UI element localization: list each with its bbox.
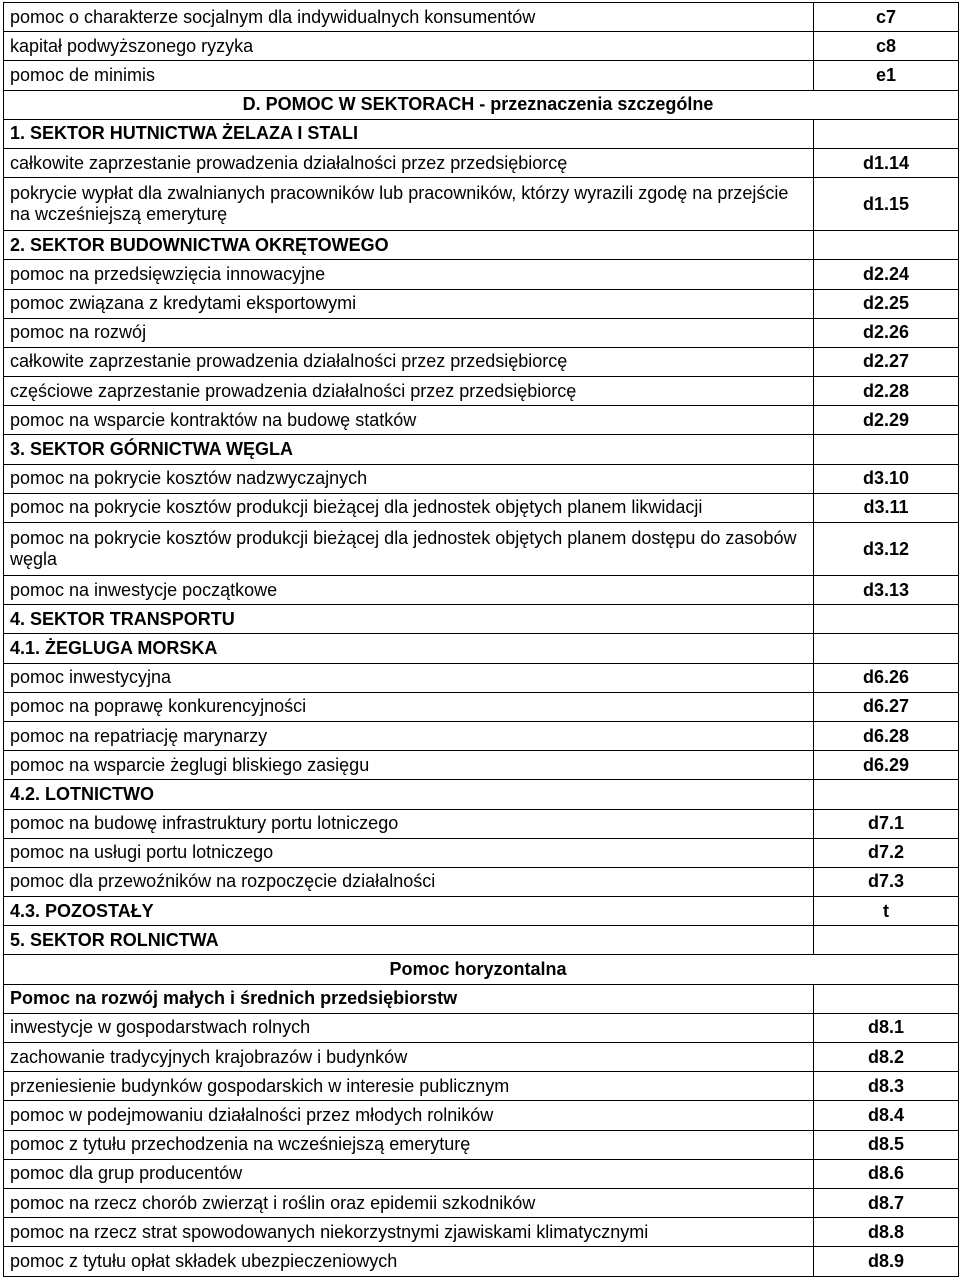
aid-description: pomoc na pokrycie kosztów produkcji bieżącej dla jednostek objętych planem dostępu do zasobów węgla — [4, 523, 814, 576]
aid-description: zachowanie tradycyjnych krajobrazów i budynków — [4, 1043, 814, 1072]
aid-item-row — [4, 1101, 959, 1130]
aid-description: pomoc na przedsięwzięcia innowacyjne — [4, 260, 814, 289]
aid-item-row — [4, 406, 959, 435]
aid-code: e1 — [814, 61, 959, 90]
section-heading-row — [4, 634, 959, 663]
section-label: 2. SEKTOR BUDOWNICTWA OKRĘTOWEGO — [4, 231, 814, 260]
aid-code: t — [814, 897, 959, 926]
section-heading-row — [4, 984, 959, 1013]
aid-description: pomoc na pokrycie kosztów produkcji bieżącej dla jednostek objętych planem likwidacji — [4, 493, 814, 522]
aid-item-row — [4, 260, 959, 289]
aid-codes-table-body — [4, 3, 959, 1277]
section-label: 4.1. ŻEGLUGA MORSKA — [4, 634, 814, 663]
section-heading-row — [4, 897, 959, 926]
section-label: 5. SEKTOR ROLNICTWA — [4, 926, 814, 955]
aid-description: pomoc o charakterze socjalnym dla indywidualnych konsumentów — [4, 3, 814, 32]
aid-code: d2.26 — [814, 318, 959, 347]
section-label: 3. SEKTOR GÓRNICTWA WĘGLA — [4, 435, 814, 464]
aid-code: d6.26 — [814, 663, 959, 692]
aid-description: pomoc na inwestycje początkowe — [4, 576, 814, 605]
aid-code: d7.1 — [814, 809, 959, 838]
aid-description: pokrycie wypłat dla zwalnianych pracowników lub pracowników, którzy wyrazili zgodę na przejście na wcześniejszą emeryturę — [4, 178, 814, 231]
aid-item-row — [4, 178, 959, 231]
aid-description: pomoc dla przewoźników na rozpoczęcie działalności — [4, 867, 814, 896]
section-label: 4.2. LOTNICTWO — [4, 780, 814, 809]
aid-item-row — [4, 1130, 959, 1159]
aid-code: d2.29 — [814, 406, 959, 435]
aid-code: d8.6 — [814, 1159, 959, 1188]
aid-item-row — [4, 1013, 959, 1042]
aid-description: pomoc na repatriację marynarzy — [4, 721, 814, 750]
aid-item-row — [4, 523, 959, 576]
aid-code: d2.25 — [814, 289, 959, 318]
aid-item-row — [4, 1188, 959, 1217]
aid-code: d8.1 — [814, 1013, 959, 1042]
heading-label: Pomoc horyzontalna — [4, 955, 959, 984]
aid-code: d8.7 — [814, 1188, 959, 1217]
aid-item-row — [4, 809, 959, 838]
aid-item-row — [4, 61, 959, 90]
aid-item-row — [4, 3, 959, 32]
aid-item-row — [4, 464, 959, 493]
section-heading-centered — [4, 90, 959, 119]
section-heading-row — [4, 605, 959, 634]
aid-code — [814, 926, 959, 955]
aid-code: d2.24 — [814, 260, 959, 289]
aid-code: d1.15 — [814, 178, 959, 231]
aid-item-row — [4, 148, 959, 177]
aid-description: pomoc na rzecz strat spowodowanych niekorzystnymi zjawiskami klimatycznymi — [4, 1218, 814, 1247]
aid-item-row — [4, 1043, 959, 1072]
aid-code: d6.29 — [814, 751, 959, 780]
aid-code: d2.28 — [814, 377, 959, 406]
section-label: 1. SEKTOR HUTNICTWA ŻELAZA I STALI — [4, 119, 814, 148]
aid-description: pomoc na pokrycie kosztów nadzwyczajnych — [4, 464, 814, 493]
aid-code: d3.12 — [814, 523, 959, 576]
aid-item-row — [4, 493, 959, 522]
aid-code: d3.13 — [814, 576, 959, 605]
aid-description: pomoc na wsparcie żeglugi bliskiego zasięgu — [4, 751, 814, 780]
section-heading-row — [4, 119, 959, 148]
aid-description: częściowe zaprzestanie prowadzenia działalności przez przedsiębiorcę — [4, 377, 814, 406]
aid-description: kapitał podwyższonego ryzyka — [4, 32, 814, 61]
aid-description: pomoc de minimis — [4, 61, 814, 90]
section-label: Pomoc na rozwój małych i średnich przedsiębiorstw — [4, 984, 814, 1013]
aid-code: d8.3 — [814, 1072, 959, 1101]
aid-code: c8 — [814, 32, 959, 61]
aid-code — [814, 119, 959, 148]
aid-description: pomoc na rzecz chorób zwierząt i roślin oraz epidemii szkodników — [4, 1188, 814, 1217]
aid-code: c7 — [814, 3, 959, 32]
aid-item-row — [4, 377, 959, 406]
section-label: 4.3. POZOSTAŁY — [4, 897, 814, 926]
aid-code: d8.9 — [814, 1247, 959, 1276]
aid-code: d6.28 — [814, 721, 959, 750]
aid-code — [814, 231, 959, 260]
section-heading-centered — [4, 955, 959, 984]
section-heading-row — [4, 780, 959, 809]
aid-description: całkowite zaprzestanie prowadzenia działalności przez przedsiębiorcę — [4, 347, 814, 376]
aid-item-row — [4, 1072, 959, 1101]
aid-description: przeniesienie budynków gospodarskich w interesie publicznym — [4, 1072, 814, 1101]
aid-description: pomoc w podejmowaniu działalności przez młodych rolników — [4, 1101, 814, 1130]
aid-item-row — [4, 1218, 959, 1247]
aid-item-row — [4, 347, 959, 376]
aid-code — [814, 984, 959, 1013]
aid-code: d3.11 — [814, 493, 959, 522]
section-heading-row — [4, 231, 959, 260]
aid-code: d7.3 — [814, 867, 959, 896]
aid-item-row — [4, 867, 959, 896]
aid-item-row — [4, 32, 959, 61]
aid-item-row — [4, 692, 959, 721]
aid-description: inwestycje w gospodarstwach rolnych — [4, 1013, 814, 1042]
aid-item-row — [4, 721, 959, 750]
aid-description: pomoc na rozwój — [4, 318, 814, 347]
aid-description: całkowite zaprzestanie prowadzenia działalności przez przedsiębiorcę — [4, 148, 814, 177]
aid-item-row — [4, 838, 959, 867]
aid-description: pomoc na poprawę konkurencyjności — [4, 692, 814, 721]
aid-item-row — [4, 576, 959, 605]
section-heading-row — [4, 435, 959, 464]
aid-code: d7.2 — [814, 838, 959, 867]
aid-description: pomoc z tytułu przechodzenia na wcześniejszą emeryturę — [4, 1130, 814, 1159]
aid-description: pomoc inwestycyjna — [4, 663, 814, 692]
aid-code: d8.4 — [814, 1101, 959, 1130]
aid-description: pomoc z tytułu opłat składek ubezpieczeniowych — [4, 1247, 814, 1276]
aid-code: d8.2 — [814, 1043, 959, 1072]
aid-item-row — [4, 663, 959, 692]
aid-description: pomoc na budowę infrastruktury portu lotniczego — [4, 809, 814, 838]
aid-code — [814, 634, 959, 663]
aid-description: pomoc na wsparcie kontraktów na budowę statków — [4, 406, 814, 435]
aid-codes-table — [3, 2, 959, 1277]
aid-description: pomoc na usługi portu lotniczego — [4, 838, 814, 867]
aid-item-row — [4, 1247, 959, 1276]
aid-code: d2.27 — [814, 347, 959, 376]
aid-code: d1.14 — [814, 148, 959, 177]
aid-code: d8.5 — [814, 1130, 959, 1159]
section-heading-row — [4, 926, 959, 955]
aid-description: pomoc dla grup producentów — [4, 1159, 814, 1188]
aid-item-row — [4, 751, 959, 780]
aid-code — [814, 605, 959, 634]
heading-label: D. POMOC W SEKTORACH - przeznaczenia szczególne — [4, 90, 959, 119]
aid-item-row — [4, 318, 959, 347]
section-label: 4. SEKTOR TRANSPORTU — [4, 605, 814, 634]
aid-code — [814, 435, 959, 464]
aid-code: d8.8 — [814, 1218, 959, 1247]
aid-code: d6.27 — [814, 692, 959, 721]
aid-code — [814, 780, 959, 809]
aid-item-row — [4, 1159, 959, 1188]
aid-description: pomoc związana z kredytami eksportowymi — [4, 289, 814, 318]
aid-item-row — [4, 289, 959, 318]
aid-code: d3.10 — [814, 464, 959, 493]
